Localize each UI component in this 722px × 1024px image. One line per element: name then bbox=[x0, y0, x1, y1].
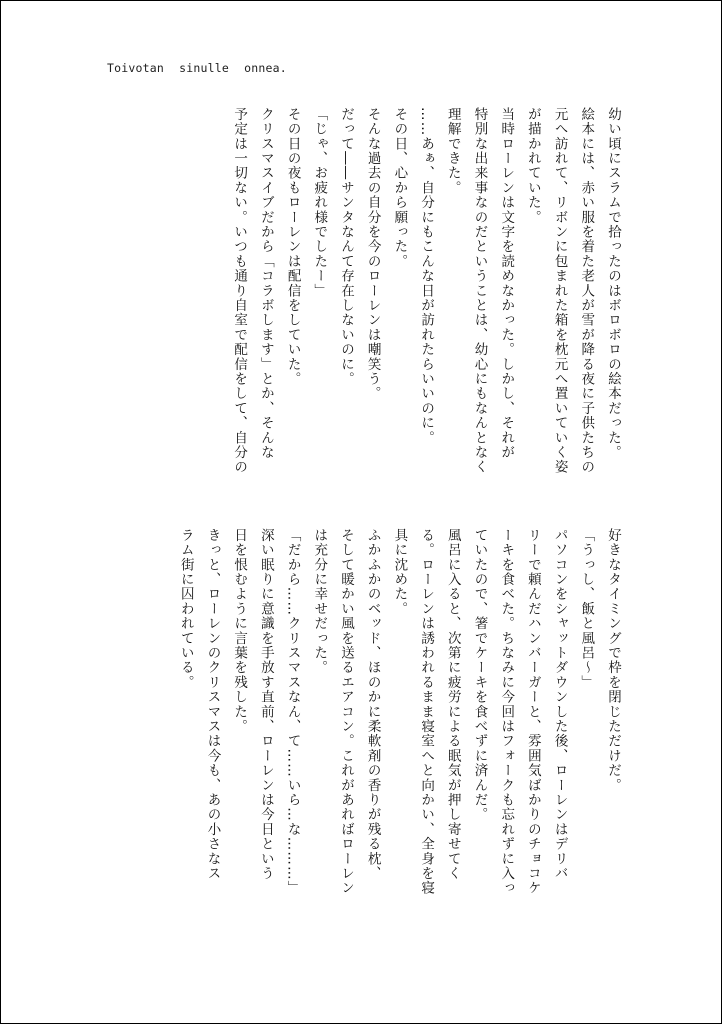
text-line: 「うっし、飯と風呂〜」 bbox=[578, 528, 595, 690]
text-line: ていたので、箸でケーキを食べずに済んだ。 bbox=[471, 528, 488, 822]
text-line: は充分に幸せだった。 bbox=[311, 528, 328, 675]
text-line: そんな過去の自分を今のローレンは嘲笑う。 bbox=[364, 107, 381, 401]
text-line: その日、心から願った。 bbox=[391, 107, 408, 269]
text-line: リーで頼んだハンバーガーと、雰囲気ばかりのチョコケ bbox=[524, 528, 541, 896]
text-line: 理解できた。 bbox=[444, 107, 461, 196]
text-line: 日を恨むように言葉を残した。 bbox=[231, 528, 248, 734]
text-line: 「だから……クリスマスなん、て……いら…な………」 bbox=[284, 528, 301, 896]
text-line: パソコンをシャットダウンした後、ローレンはデリバ bbox=[551, 528, 568, 881]
text-line: 予定は一切ない。いつも通り自室で配信をして、自分の bbox=[231, 107, 248, 475]
text-line: る。ローレンは誘われるまま寝室へと向かい、全身を寝 bbox=[418, 528, 435, 896]
text-line: 特別な出来事なのだということは、幼心にもなんとなく bbox=[471, 107, 488, 475]
text-line: きっと、ローレンのクリスマスは今も、あの小さなス bbox=[204, 528, 221, 881]
text-line: が描かれていた。 bbox=[524, 107, 541, 225]
text-line: 好きなタイミングで枠を閉じただけだ。 bbox=[605, 528, 621, 793]
text-line: そして暖かい風を送るエアコン。これがあればローレン bbox=[337, 528, 354, 896]
text-line: ラム街に囚われている。 bbox=[177, 528, 194, 690]
text-line: 幼い頃にスラムで拾ったのはボロボロの絵本だった。 bbox=[605, 107, 621, 460]
text-line: ふかふかのベッド、ほのかに柔軟剤の香りが残る枕、 bbox=[364, 528, 381, 881]
text-line: 具に沈めた。 bbox=[391, 528, 408, 617]
text-column-bottom bbox=[172, 528, 626, 948]
text-line: 元へ訪れて、リボンに包まれた箱を枕元へ置いていく姿 bbox=[551, 107, 568, 475]
text-line: ーキを食べた。ちなみに今回はフォークも忘れずに入っ bbox=[498, 528, 515, 896]
text-line: 絵本には、赤い服を着た老人が雪が降る夜に子供たちの bbox=[578, 107, 595, 475]
text-line: ……あぁ、自分にもこんな日が訪れたらいいのに。 bbox=[418, 107, 435, 446]
text-line: 「じゃ、お疲れ様でしたー」 bbox=[311, 107, 328, 299]
text-column-top bbox=[225, 107, 626, 487]
text-line: クリスマスイブだから「コラボします」とか、そんな bbox=[257, 107, 274, 460]
text-line: だって――サンタなんて存在しないのに。 bbox=[337, 107, 354, 387]
text-line: 風呂に入ると、次第に疲労による眠気が押し寄せてく bbox=[444, 528, 461, 881]
text-line: その日の夜もローレンは配信をしていた。 bbox=[284, 107, 301, 387]
text-line: 当時ローレンは文字を読めなかった。しかし、それが bbox=[498, 107, 515, 460]
text-line: 深い眠りに意識を手放す直前、ローレンは今日という bbox=[257, 528, 274, 881]
epigraph: Toivotan sinulle onnea. bbox=[107, 61, 287, 75]
